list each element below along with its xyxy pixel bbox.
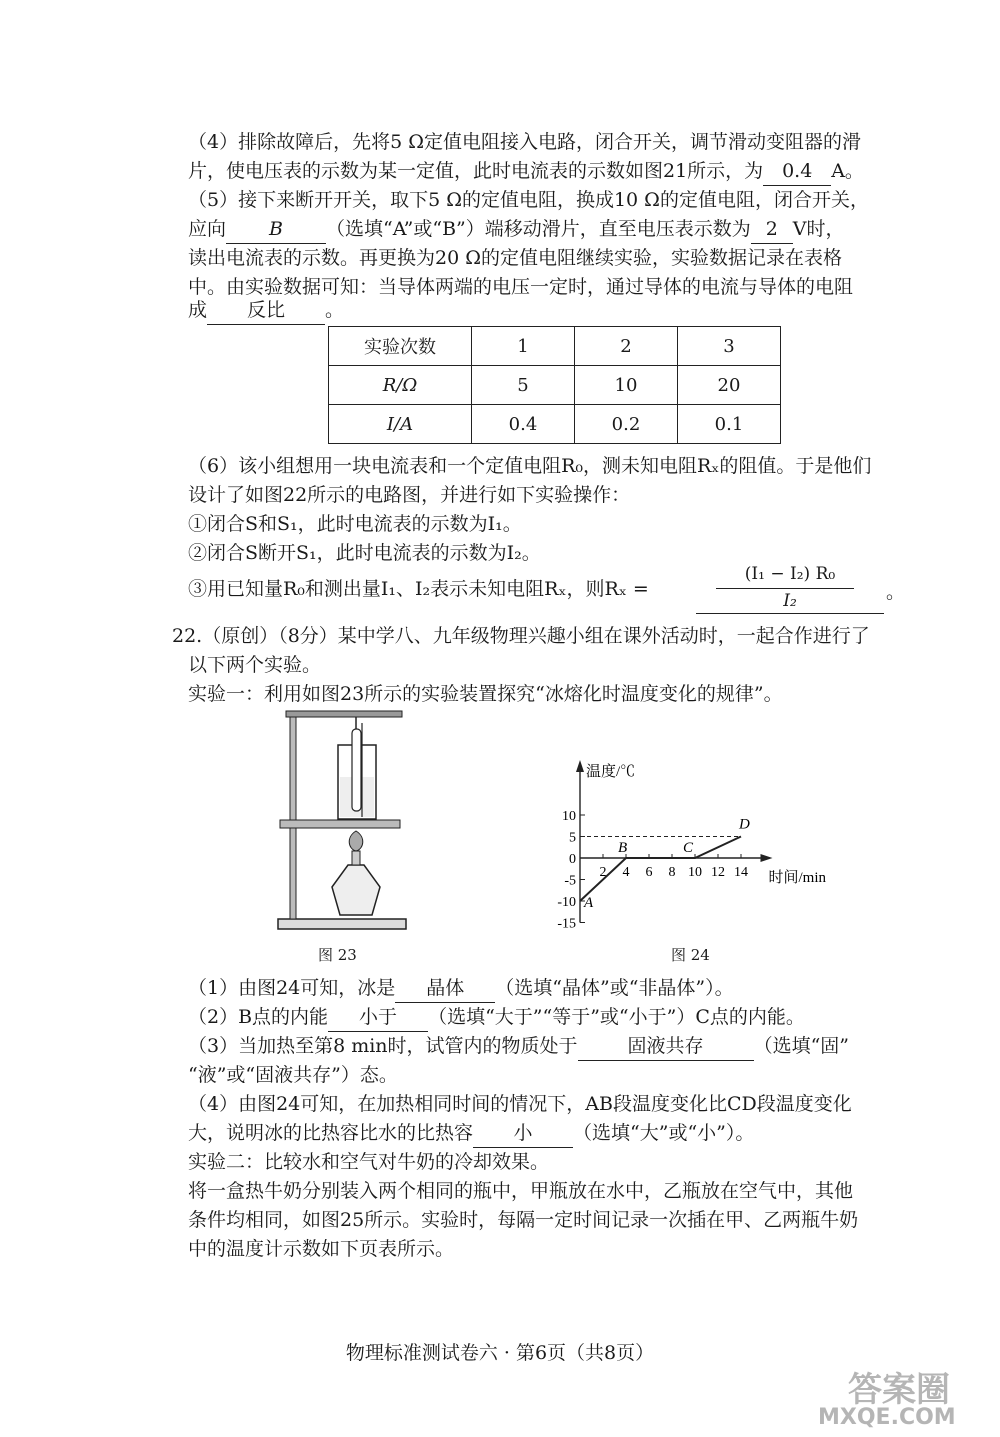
- q21-p5-line2: 应向 B （选填“A”或“B”）端移动滑片，直至电压表示数为 2 V时，: [188, 215, 845, 244]
- formula-rx: [696, 562, 884, 614]
- q22-s4-line2: 大，说明冰的比热容比水的比热容 小 （选填“大”或“小”）。: [188, 1119, 754, 1148]
- q21-p5-line3: 读出电流表的示数。再更换为20 Ω的定值电阻继续实验，实验数据记录在表格: [188, 247, 842, 269]
- y-tick-label: -15: [557, 916, 576, 932]
- q22-intro-line1: 22.（原创）（8分）某中学八、九年级物理兴趣小组在课外活动时，一起合作进行了: [172, 625, 870, 647]
- q22-exp2: 实验二：比较水和空气对牛奶的冷却效果。: [188, 1151, 550, 1173]
- table-row: [329, 366, 781, 405]
- answer-heat-capacity: 小: [473, 1119, 573, 1148]
- watermark-url: MXQE.COM: [818, 1405, 956, 1430]
- table-cell: 2: [575, 327, 678, 366]
- q22-exp1: 实验一：利用如图23所示的实验装置探究“冰熔化时温度变化的规律”。: [188, 683, 783, 705]
- answer-crystal: 晶体: [395, 974, 495, 1003]
- q22-exp2-line3: 中的温度计示数如下页表所示。: [188, 1238, 455, 1260]
- y-tick-label: 10: [562, 809, 576, 824]
- q22-s3-line2: “液”或“固液共存”）态。: [188, 1064, 398, 1086]
- q21-p6-line5: ③用已知量R₀和测出量I₁、I₂表示未知电阻Rₓ，则Rₓ =: [188, 578, 649, 600]
- table-row: [329, 405, 781, 444]
- table-cell: 3: [678, 327, 781, 366]
- y-tick-label: -5: [564, 873, 576, 889]
- x-tick-label: 4: [622, 865, 630, 880]
- x-tick-label: 6: [645, 865, 653, 880]
- table-header-cell: R/Ω: [329, 366, 472, 405]
- q21-p6-line3: ①闭合S和S₁，此时电流表的示数为I₁。: [188, 513, 522, 535]
- q21-p6-line4: ②闭合S断开S₁，此时电流表的示数为I₂。: [188, 542, 541, 564]
- table-cell: 20: [678, 366, 781, 405]
- answer-relation: 反比: [207, 296, 325, 325]
- x-axis-label: 时间/min: [768, 870, 827, 886]
- answer-voltage: 2: [751, 215, 793, 244]
- q22-s3-line1: （3）当加热至第8 min时，试管内的物质处于 固液共存 （选填“固”: [188, 1032, 849, 1061]
- figure-23-apparatus: [270, 705, 410, 937]
- page-footer: 物理标准测试卷六 · 第6页（共8页）: [345, 1342, 655, 1364]
- q22-intro-line2: 以下两个实验。: [188, 654, 322, 676]
- figure-24-caption: 图 24: [671, 946, 710, 964]
- q22-exp2-line1: 将一盒热牛奶分别装入两个相同的瓶中，甲瓶放在水中，乙瓶放在空气中，其他: [188, 1180, 854, 1202]
- q21-p5-line1: （5）接下来断开开关，取下5 Ω的定值电阻，换成10 Ω的定值电阻，闭合开关，: [188, 189, 869, 211]
- table-header-cell: 实验次数: [329, 327, 472, 366]
- y-tick-label: 5: [569, 830, 576, 846]
- answer-internal-energy: 小于: [328, 1003, 428, 1032]
- x-tick-label: 10: [688, 865, 702, 880]
- q21-p6-line1: （6）该小组想用一块电流表和一个定值电阻R₀，测未知电阻Rₓ的阻值。于是他们: [188, 455, 872, 477]
- watermark-logo: 答案圈: [848, 1370, 950, 1410]
- q21-p5-line5: 成 反比 。: [188, 296, 344, 325]
- table-cell: 0.4: [472, 405, 575, 444]
- figure-24-chart: [530, 750, 850, 940]
- table-cell: 0.2: [575, 405, 678, 444]
- x-axis-arrow: [761, 854, 773, 862]
- formula-numerator: (I₁ − I₂) R₀: [744, 564, 836, 584]
- answer-state: 固液共存: [578, 1032, 754, 1061]
- q22-s1: （1）由图24可知，冰是 晶体 （选填“晶体”或“非晶体”）。: [188, 974, 734, 1003]
- figure-23-caption: 图 23: [318, 946, 357, 964]
- x-tick-label: 14: [734, 865, 748, 880]
- point-label-a: A: [584, 895, 594, 911]
- y-axis-arrow: [576, 760, 584, 772]
- q21-p6-period: 。: [886, 581, 906, 603]
- q22-exp2-line2: 条件均相同，如图25所示。实验时，每隔一定时间记录一次插在甲、乙两瓶牛奶: [188, 1209, 859, 1231]
- q22-s2: （2）B点的内能 小于 （选填“大于”“等于”或“小于”）C点的内能。: [188, 1003, 805, 1032]
- q21-p5-line4: 中。由实验数据可知：当导体两端的电压一定时，通过导体的电流与导体的电阻: [188, 276, 854, 298]
- y-axis-label: 温度/℃: [586, 764, 636, 780]
- x-tick-label: 12: [711, 865, 725, 880]
- point-label-d: D: [739, 816, 750, 833]
- answer-current: 0.4: [763, 157, 831, 186]
- q21-p4-line1: （4）排除故障后，先将5 Ω定值电阻接入电路，闭合开关，调节滑动变阻器的滑: [188, 131, 861, 153]
- formula-denominator: I₂: [783, 591, 797, 611]
- data-table: [328, 326, 781, 444]
- q21-p6-line2: 设计了如图22所示的电路图，并进行如下实验操作：: [188, 484, 631, 506]
- table-cell: 0.1: [678, 405, 781, 444]
- y-tick-label: 0: [569, 852, 576, 867]
- x-tick-label: 8: [668, 865, 676, 880]
- point-label-c: C: [683, 840, 694, 856]
- table-cell: 5: [472, 366, 575, 405]
- point-label-b: B: [618, 840, 628, 856]
- q22-s4-line1: （4）由图24可知，在加热相同时间的情况下，AB段温度变化比CD段温度变化: [188, 1093, 852, 1115]
- q21-p4-line2: 片，使电压表的示数为某一定值，此时电流表的示数如图21所示，为 0.4 A。: [188, 157, 864, 186]
- table-cell: 1: [472, 327, 575, 366]
- table-header-cell: I/A: [329, 405, 472, 444]
- table-cell: 10: [575, 366, 678, 405]
- formula-answer-line: [696, 613, 884, 614]
- answer-direction: B: [226, 215, 326, 244]
- table-row: [329, 327, 781, 366]
- x-tick-label: 2: [599, 865, 607, 880]
- y-tick-label: -10: [557, 895, 576, 910]
